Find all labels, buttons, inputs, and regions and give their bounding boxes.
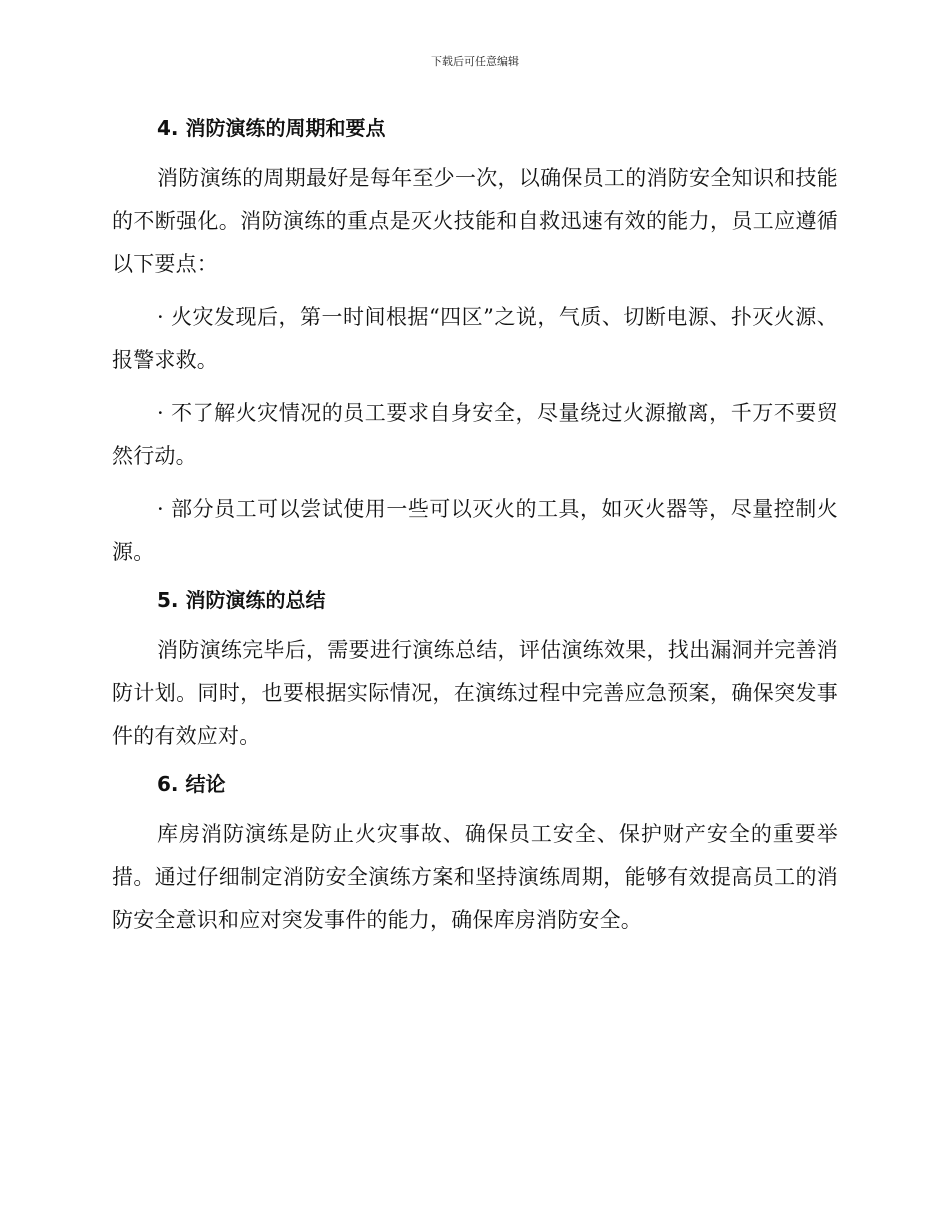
- bullet-item: · 不了解火灾情况的员工要求自身安全，尽量绕过火源撤离，千万不要贸然行动。: [112, 401, 838, 468]
- section-heading: 5. 消防演练的总结: [157, 588, 326, 612]
- bullet-item: · 火灾发现后，第一时间根据“四区”之说，气质、切断电源、扑灭火源、报警求救。: [112, 305, 838, 372]
- section-6: [112, 768, 838, 942]
- paragraph: 库房消防演练是防止火灾事故、确保员工安全、保护财产安全的重要举措。通过仔细制定消防安全演练方案和坚持演练周期，能够有效提高员工的消防安全意识和应对突发事件的能力，确保库房消防安全。: [112, 822, 838, 932]
- section-heading: 4. 消防演练的周期和要点: [157, 116, 386, 140]
- document-body: [112, 112, 838, 942]
- paragraph: 消防演练的周期最好是每年至少一次，以确保员工的消防安全知识和技能的不断强化。消防演练的重点是灭火技能和自救迅速有效的能力，员工应遵循以下要点：: [112, 166, 838, 276]
- section-5: [112, 584, 838, 768]
- section-heading: 6. 结论: [157, 772, 226, 796]
- section-4: [112, 112, 838, 584]
- paragraph: 消防演练完毕后，需要进行演练总结，评估演练效果，找出漏洞并完善消防计划。同时，也要根据实际情况，在演练过程中完善应急预案，确保突发事件的有效应对。: [112, 638, 838, 748]
- page-header-note: 下载后可任意编辑: [431, 55, 519, 68]
- bullet-item: · 部分员工可以尝试使用一些可以灭火的工具，如灭火器等，尽量控制火源。: [112, 497, 838, 564]
